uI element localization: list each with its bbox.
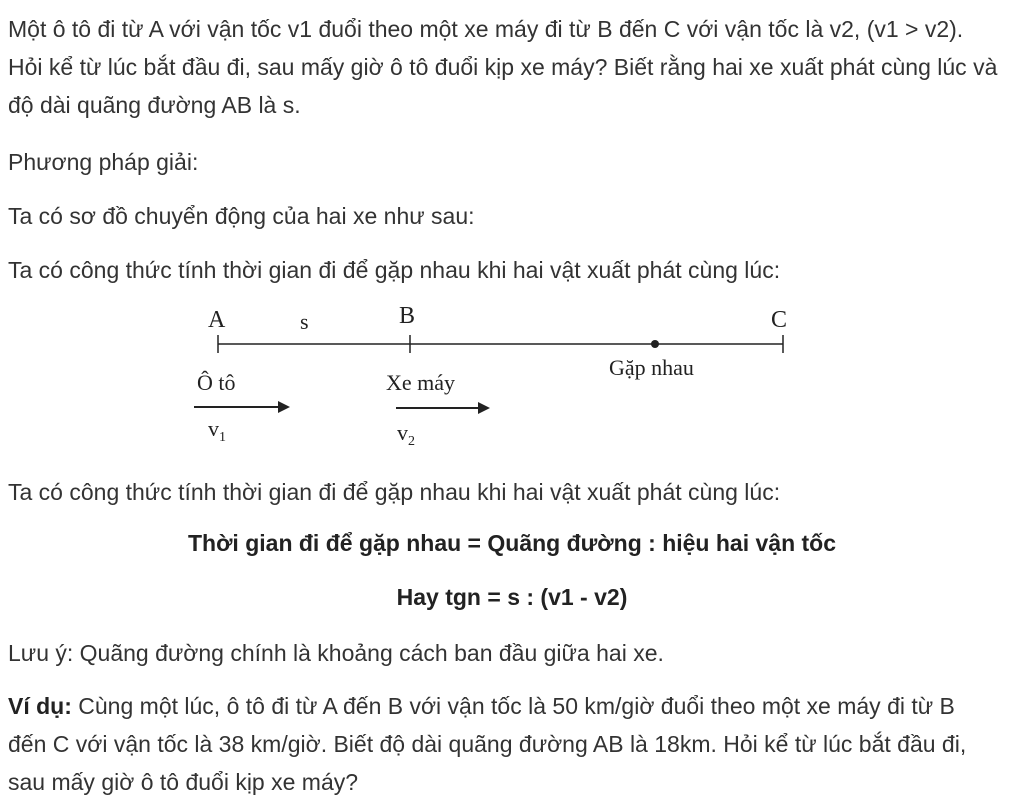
example: [8, 687, 998, 801]
label-b: B: [399, 303, 416, 329]
formula-symbolic: Hay tgn = s : (v1 - v2): [396, 584, 628, 610]
formula-text: Thời gian đi để gặp nhau = Quãng đường : hiệu hai vận tốc: [187, 530, 837, 556]
diagram-intro: Ta có sơ đồ chuyển động của hai xe như sau:: [8, 203, 475, 229]
formula-intro-first: Ta có công thức tính thời gian đi để gặp nhau khi hai vật xuất phát cùng lúc:: [8, 257, 781, 283]
motion-diagram: [0, 295, 1024, 460]
example-label: Ví dụ:: [8, 693, 72, 719]
method-heading: Phương pháp giải:: [8, 149, 199, 175]
bike-speed: $v_2$: [397, 420, 415, 449]
car-speed: $v_1$: [208, 416, 226, 445]
label-meet: Gặp nhau: [609, 355, 694, 380]
bike-arrow-head: [478, 402, 490, 414]
example-text: Cùng một lúc, ô tô đi từ A đến B với vận tốc là 50 km/giờ đuổi theo một xe máy đi từ B đến C với vận tốc là 38 km/giờ. Biết độ dài quãng đường AB là 18km. Hỏi kể từ lúc bắt đầu đi, sau mấy giờ ô tô đuổi kịp xe máy?: [8, 693, 967, 795]
label-bike: Xe máy: [386, 370, 456, 395]
meeting-point-dot: [651, 340, 659, 348]
car-arrow-head: [278, 401, 290, 413]
label-car: Ô tô: [197, 370, 236, 395]
label-c: C: [771, 307, 788, 333]
label-s: s: [300, 309, 309, 334]
label-a: A: [208, 307, 226, 333]
note: Lưu ý: Quãng đường chính là khoảng cách ban đầu giữa hai xe.: [8, 640, 664, 666]
problem-statement: Một ô tô đi từ A với vận tốc v1 đuổi theo một xe máy đi từ B đến C với vận tốc là v2, (v1 > v2). Hỏi kể từ lúc bắt đầu đi, sau mấy giờ ô tô đuổi kịp xe máy? Biết rằng hai xe xuất phát cùng lúc và độ dài quãng đường AB là s.: [8, 16, 998, 118]
formula-intro-second: Ta có công thức tính thời gian đi để gặp nhau khi hai vật xuất phát cùng lúc:: [8, 479, 781, 505]
